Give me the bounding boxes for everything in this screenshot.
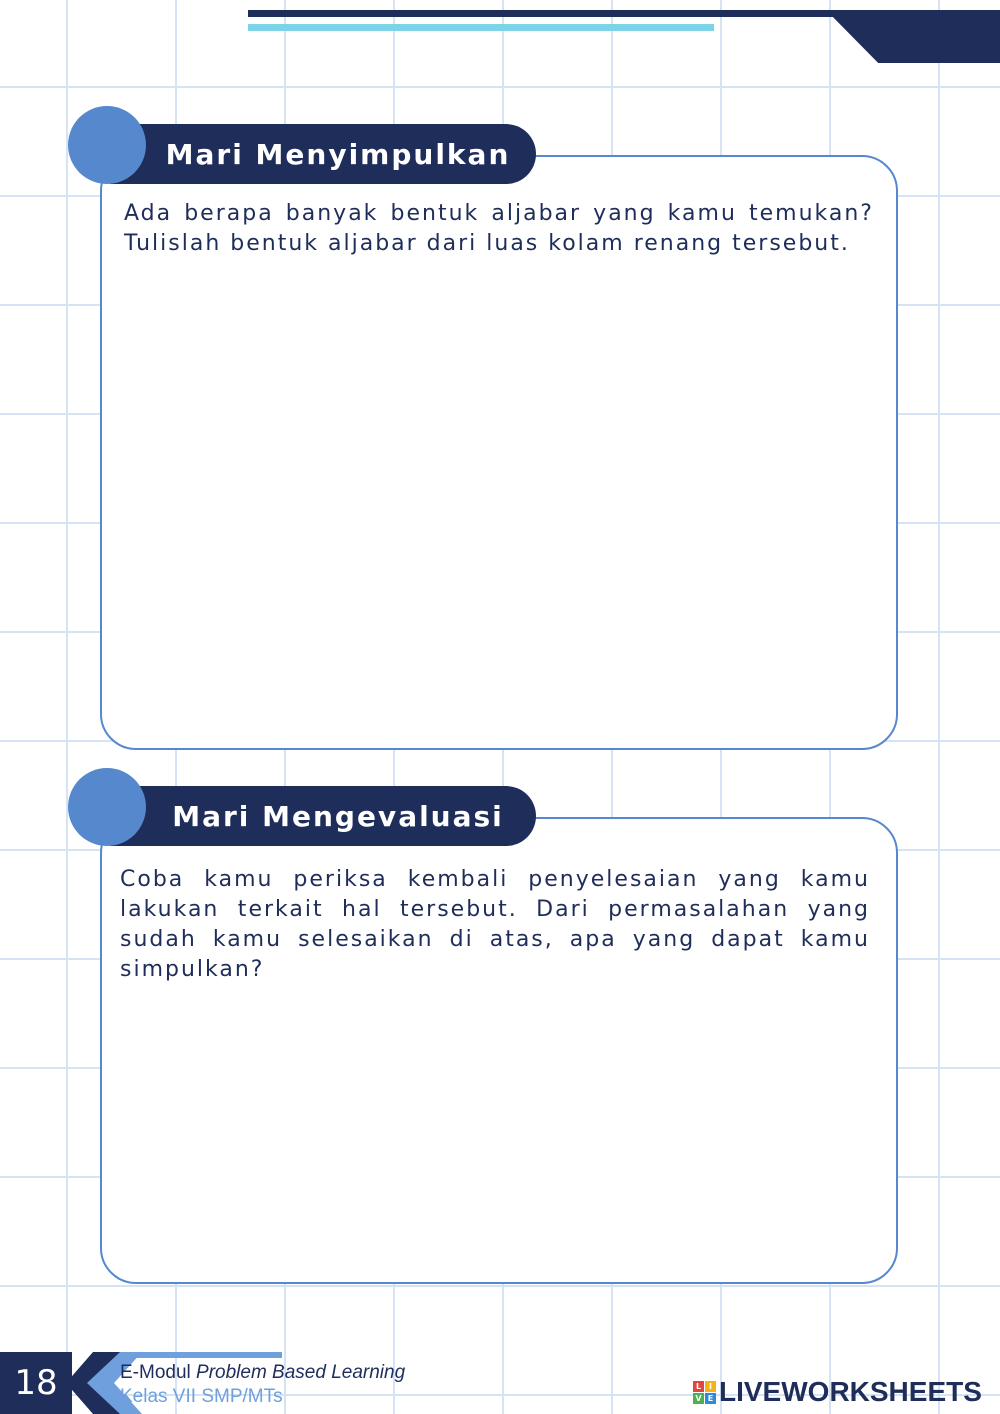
footer-class-label: Kelas VII SMP/MTs	[120, 1386, 283, 1407]
conclusion-answer-box[interactable]	[100, 155, 898, 750]
logo-letter-v: V	[693, 1393, 704, 1404]
conclusion-prompt: Ada berapa banyak bentuk aljabar yang kamu temukan? Tulislah bentuk aljabar dari luas kolam renang tersebut.	[124, 201, 874, 256]
footer-title-prefix: E-Modul	[120, 1362, 197, 1383]
liveworksheets-logo-icon	[693, 1381, 716, 1404]
logo-letter-e: E	[705, 1393, 716, 1404]
evaluation-heading: Mari Mengevaluasi	[110, 786, 536, 846]
top-decor-light-bar	[248, 24, 714, 31]
footer-module-title	[120, 1362, 405, 1384]
evaluation-prompt: Coba kamu periksa kembali penyelesaian yang kamu lakukan terkait hal tersebut. Dari permasalahan yang sudah kamu selesaikan di atas, apa yang dapat kamu simpulkan?	[120, 867, 870, 982]
conclusion-heading: Mari Menyimpulkan	[110, 124, 536, 184]
page-number: 18	[0, 1352, 72, 1414]
footer-title-italic: Problem Based Learning	[196, 1362, 406, 1383]
logo-letter-i: I	[705, 1381, 716, 1392]
liveworksheets-brand-name: LIVEWORKSHEETS	[719, 1376, 982, 1407]
heading-circle-decor	[68, 768, 146, 846]
heading-circle-decor	[68, 106, 146, 184]
logo-letter-l: L	[693, 1381, 704, 1392]
footer-line-decor	[120, 1352, 282, 1358]
top-right-corner-decor	[826, 10, 1000, 63]
liveworksheets-logo	[693, 1376, 982, 1408]
evaluation-answer-box[interactable]	[100, 817, 898, 1284]
